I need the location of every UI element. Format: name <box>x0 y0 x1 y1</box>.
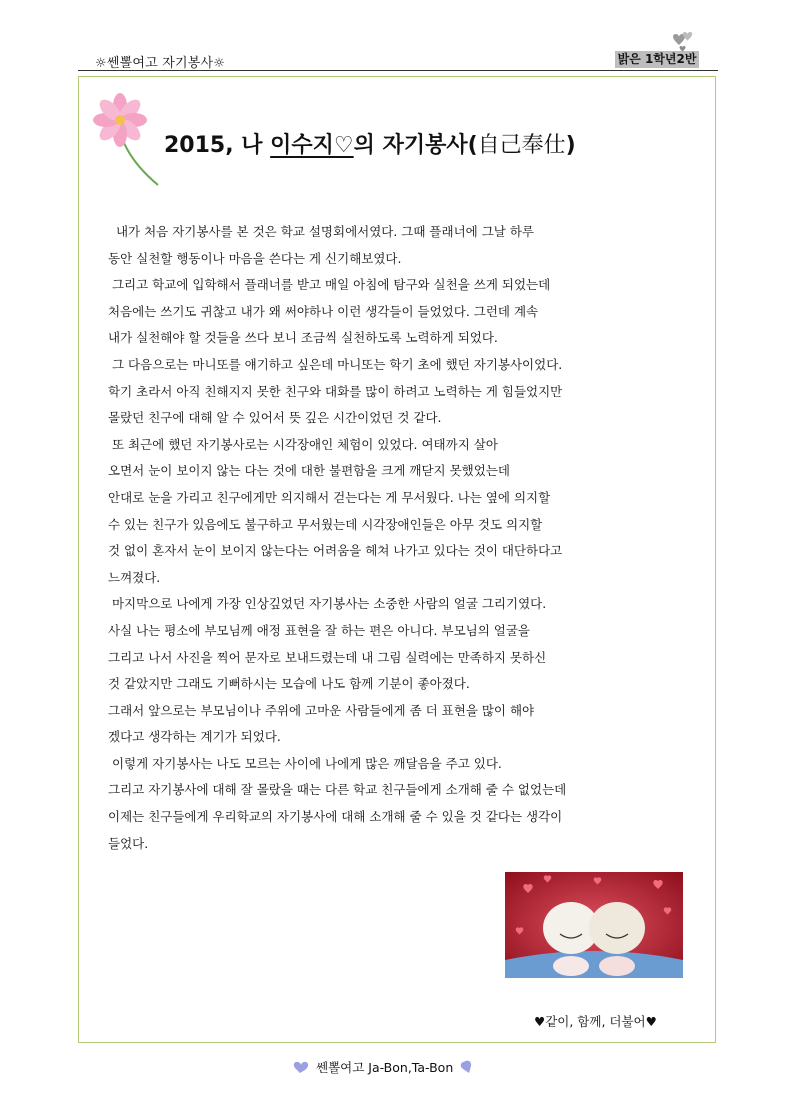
essay-line: 오면서 눈이 보이지 않는 다는 것에 대한 불편함을 크게 깨닫지 못했었는데 <box>108 463 510 479</box>
footer-text: 쎈뽈여고 Ja-Bon,Ta-Bon <box>316 1060 454 1075</box>
essay-line: 처음에는 쓰기도 귀찮고 내가 왜 써야하나 이런 생각들이 들었었다. 그런데 계속 <box>108 303 539 319</box>
essay-line: 또 최근에 했던 자기봉사로는 시각장애인 체험이 있었다. 여태까지 살아 <box>108 436 498 452</box>
couple-photo <box>505 872 683 978</box>
essay-line: 그리고 학교에 입학해서 플래너를 받고 매일 아침에 탐구와 실천을 쓰게 되었는데 <box>108 277 551 293</box>
essay-line: 몰랐던 친구에 대해 알 수 있어서 뜻 깊은 시간이었던 것 같다. <box>108 410 442 426</box>
essay-line: 수 있는 친구가 있음에도 불구하고 무서웠는데 시각장애인들은 아무 것도 의지할 <box>108 516 543 532</box>
title-suffix: 의 자기봉사( <box>353 133 478 158</box>
essay-body <box>108 219 668 857</box>
photo-caption: ♥같이, 함께, 더불어♥ <box>534 1014 657 1029</box>
header-class-badge: 밝은 1학년2반 <box>615 51 699 68</box>
essay-line: 그리고 자기봉사에 대해 잘 몰랐을 때는 다른 학교 친구들에게 소개해 줄 수 없었는데 <box>108 782 567 798</box>
header-divider <box>78 70 718 71</box>
essay-line: 그리고 나서 사진을 찍어 문자로 보내드렸는데 내 그림 실력에는 만족하지 못하신 <box>108 649 547 665</box>
essay-line: 느껴졌다. <box>108 569 161 585</box>
title-hanja: 自己奉仕 <box>477 133 566 158</box>
essay-line: 내가 처음 자기봉사를 본 것은 학교 설명회에서였다. 그때 플래너에 그날 하루 <box>108 224 534 239</box>
footer <box>292 1058 475 1076</box>
essay-line: 마지막으로 나에게 가장 인상깊었던 자기봉사는 소중한 사람의 얼굴 그리기였다. <box>108 596 547 612</box>
essay-line: 안대로 눈을 가리고 친구에게만 의지해서 걷는다는 게 무서웠다. 나는 옆에 의지할 <box>108 489 551 505</box>
footer-heart-right-icon <box>459 1059 475 1075</box>
essay-line: 내가 실천해야 할 것들을 쓰다 보니 조금씩 실천하도록 노력하게 되었다. <box>108 330 498 346</box>
corner-hearts-icon <box>668 28 698 52</box>
cosmos-flower-icon <box>88 90 163 190</box>
essay-line: 학기 초라서 아직 친해지지 못한 친구와 대화를 많이 하려고 노력하는 게 힘들었지만 <box>108 383 563 399</box>
essay-line: 그 다음으로는 마니또를 얘기하고 싶은데 마니또는 학기 초에 했던 자기봉사이었다. <box>108 356 563 372</box>
title-close: ) <box>565 133 576 158</box>
essay-line: 동안 실천할 행동이나 마음을 쓴다는 게 신기해보였다. <box>108 250 402 266</box>
essay-line: 것 같았지만 그래도 기뻐하시는 모습에 나도 함께 기분이 좋아졌다. <box>108 676 470 692</box>
essay-line: 이제는 친구들에게 우리학교의 자기봉사에 대해 소개해 줄 수 있을 것 같다는 생각이 <box>108 809 563 825</box>
footer-heart-left-icon <box>292 1060 310 1074</box>
essay-line: 그래서 앞으로는 부모님이나 주위에 고마운 사람들에게 좀 더 표현을 많이 해야 <box>108 702 535 718</box>
title-prefix: 2015, 나 <box>164 133 271 158</box>
header-school-label: ☼쎈뽈여고 자기봉사☼ <box>95 56 226 71</box>
page-title <box>164 128 576 159</box>
title-name: 이수지♡ <box>270 133 354 158</box>
essay-line: 들었다. <box>108 835 149 851</box>
essay-line: 사실 나는 평소에 부모님께 애정 표현을 잘 하는 편은 아니다. 부모님의 얼굴을 <box>108 622 531 638</box>
essay-line: 겠다고 생각하는 계기가 되었다. <box>108 729 281 745</box>
essay-line: 것 없이 혼자서 눈이 보이지 않는다는 어려움을 헤쳐 나가고 있다는 것이 대단하다고 <box>108 543 563 559</box>
essay-line: 이렇게 자기봉사는 나도 모르는 사이에 나에게 많은 깨달음을 주고 있다. <box>108 755 502 771</box>
